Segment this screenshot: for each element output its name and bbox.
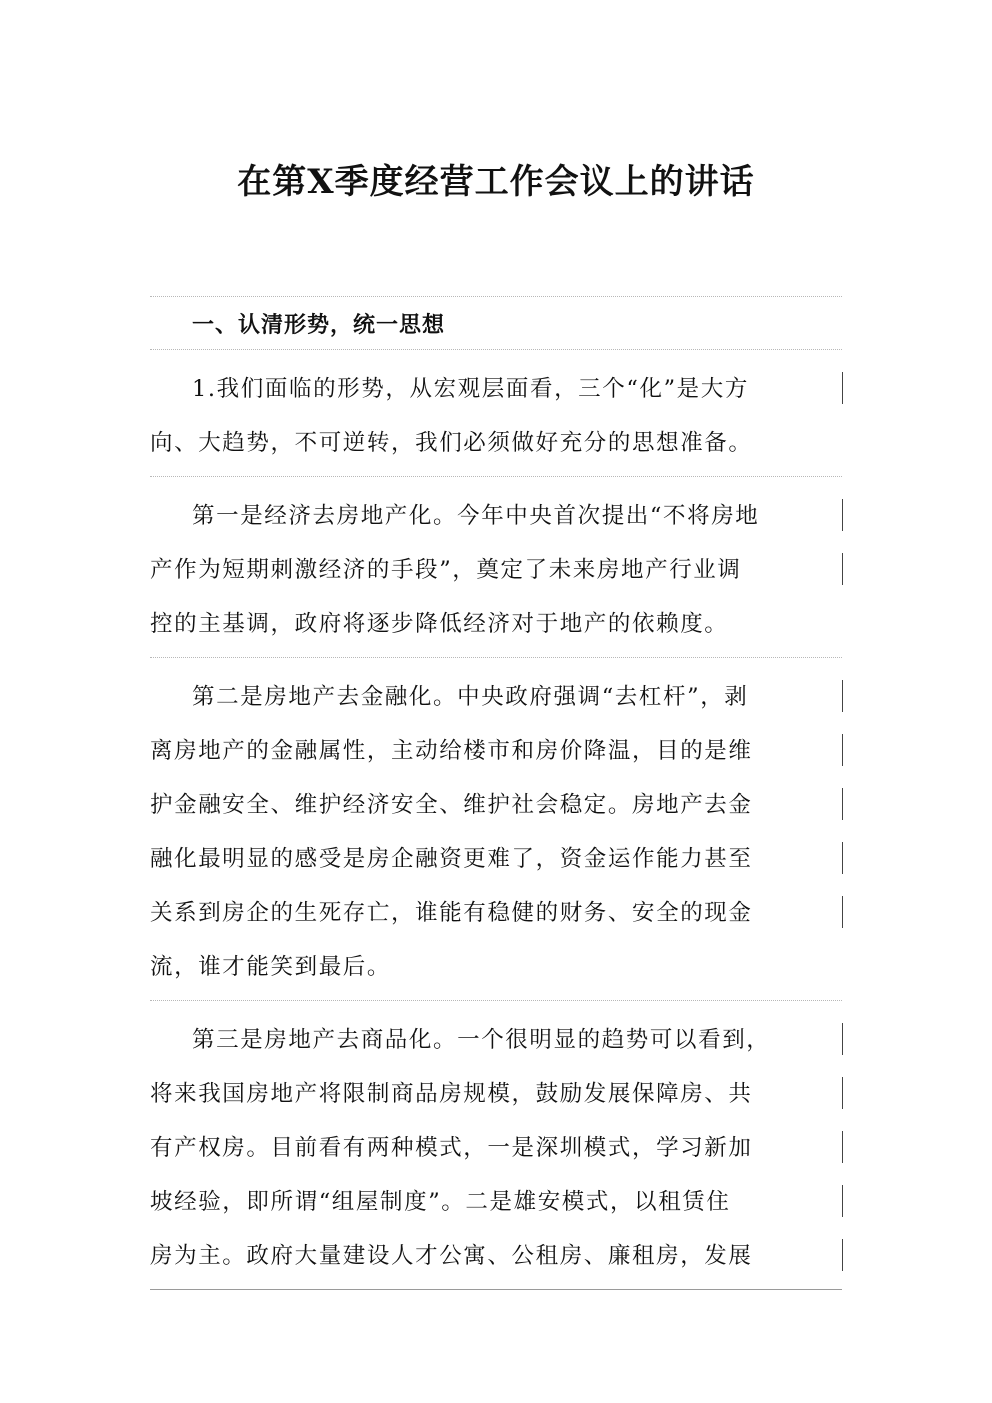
paragraph-line: 房为主。政府大量建设人才公寓、公租房、廉租房，发展 [150, 1229, 842, 1283]
paragraph-block [150, 1000, 842, 1290]
document-title: 在第X季度经营工作会议上的讲话 [237, 162, 755, 202]
paragraph-line: 向、大趋势，不可逆转，我们必须做好充分的思想准备。 [150, 430, 753, 456]
paragraph-line: 关系到房企的生死存亡，谁能有稳健的财务、安全的现金 [150, 886, 842, 940]
paragraph-line: 坡经验，即所谓“组屋制度”。二是雄安模式，以租赁住 [150, 1175, 842, 1229]
paragraph-block [150, 349, 842, 476]
paragraph-line: 将来我国房地产将限制商品房规模，鼓励发展保障房、共 [150, 1067, 842, 1121]
paragraph [150, 350, 842, 476]
paragraph [150, 1001, 842, 1289]
paragraph [150, 477, 842, 657]
section-heading: 一、认清形势，统一思想 [192, 313, 446, 338]
paragraph-block [150, 657, 842, 1000]
paragraph-block [150, 476, 842, 657]
paragraph-line: 有产权房。目前看有两种模式，一是深圳模式，学习新加 [150, 1121, 842, 1175]
paragraph-line: 1.我们面临的形势，从宏观层面看，三个“化”是大方 [150, 362, 842, 416]
paragraph [150, 658, 842, 1000]
paragraph-line: 产作为短期刺激经济的手段”，奠定了未来房地产行业调 [150, 543, 842, 597]
paragraph-line: 离房地产的金融属性，主动给楼市和房价降温，目的是维 [150, 724, 842, 778]
paragraph-line: 护金融安全、维护经济安全、维护社会稳定。房地产去金 [150, 778, 842, 832]
paragraph-line: 融化最明显的感受是房企融资更难了，资金运作能力甚至 [150, 832, 842, 886]
section-heading-block [150, 296, 842, 349]
document-body [150, 296, 842, 1290]
paragraph-line: 流，谁才能笑到最后。 [150, 954, 392, 980]
paragraph-line: 第三是房地产去商品化。一个很明显的趋势可以看到， [150, 1013, 842, 1067]
paragraph-line: 第二是房地产去金融化。中央政府强调“去杠杆”，剥 [150, 670, 842, 724]
paragraph-line: 第一是经济去房地产化。今年中央首次提出“不将房地 [150, 489, 842, 543]
paragraph-line: 控的主基调，政府将逐步降低经济对于地产的依赖度。 [150, 611, 729, 637]
